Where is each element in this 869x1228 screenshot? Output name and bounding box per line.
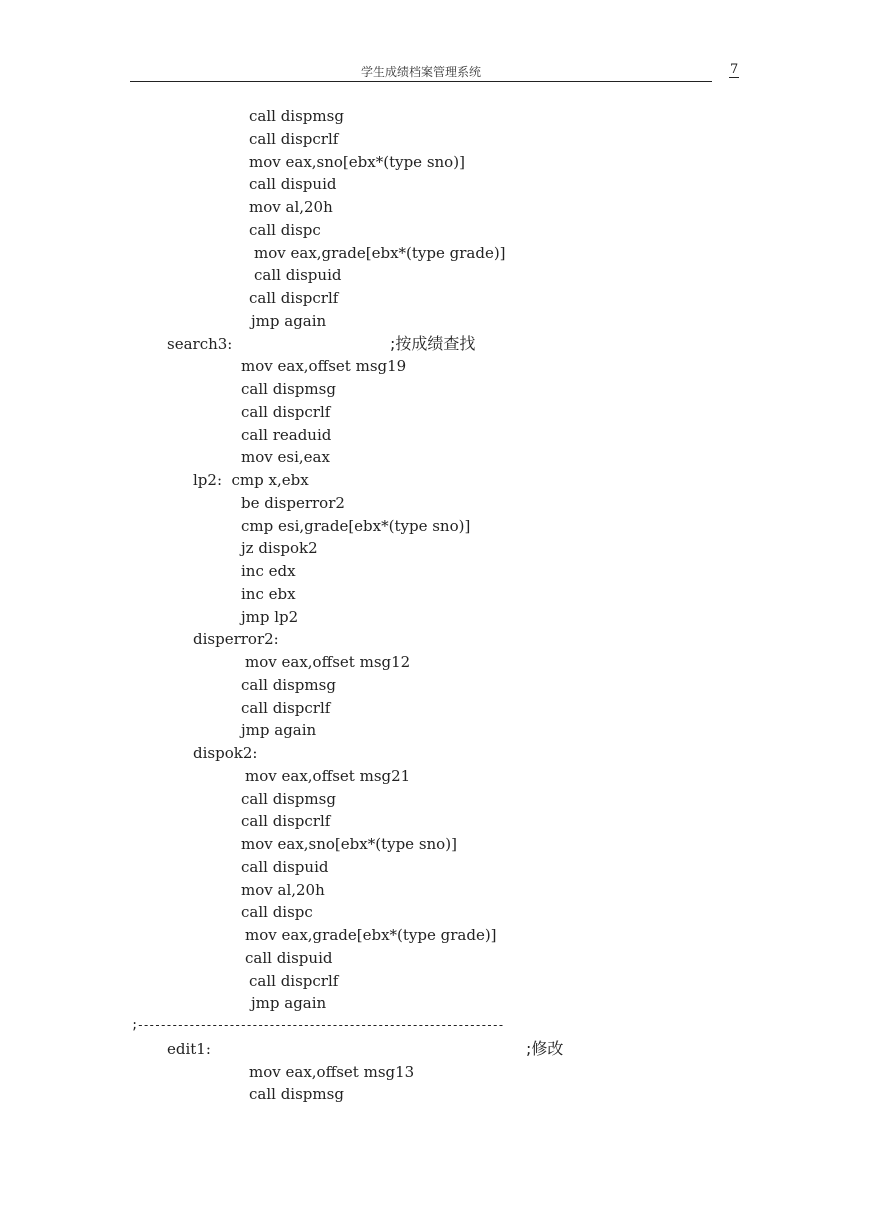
- code-line: call dispuid: [245, 949, 333, 967]
- page-number: 7: [730, 62, 739, 77]
- separator-comment: ;----------------------------------------------------------------: [131, 1018, 504, 1032]
- code-line: mov eax,offset msg12: [245, 653, 411, 671]
- code-line: mov eax,offset msg21: [245, 767, 411, 785]
- code-line: jmp again: [251, 312, 327, 330]
- code-line: call dispcrlf: [241, 403, 331, 421]
- label-dispok2: dispok2:: [193, 744, 258, 762]
- code-line: mov esi,eax: [241, 448, 330, 466]
- code-line: call dispmsg: [249, 107, 344, 125]
- label-edit1: edit1:: [167, 1040, 211, 1058]
- header-rule: [130, 81, 712, 82]
- code-line: jmp again: [251, 994, 327, 1012]
- label-disperror2: disperror2:: [193, 630, 279, 648]
- code-line: mov eax,grade[ebx*(type grade)]: [254, 244, 506, 262]
- label-search3: search3:: [167, 335, 233, 353]
- label-lp2: lp2: cmp x,ebx: [193, 471, 309, 489]
- code-line: mov eax,sno[ebx*(type sno)]: [241, 835, 457, 853]
- code-line: jz dispok2: [241, 539, 318, 557]
- code-line: call dispmsg: [241, 676, 336, 694]
- code-comment: ;修改: [526, 1039, 564, 1058]
- code-line: mov eax,grade[ebx*(type grade)]: [245, 926, 497, 944]
- code-line: call dispcrlf: [249, 289, 339, 307]
- code-line: call dispc: [241, 903, 313, 921]
- code-line: call readuid: [241, 426, 332, 444]
- code-line: mov eax,offset msg13: [249, 1063, 415, 1081]
- code-line: mov eax,sno[ebx*(type sno)]: [249, 153, 465, 171]
- code-line: call dispmsg: [241, 790, 336, 808]
- code-line: jmp again: [241, 721, 317, 739]
- code-line: mov al,20h: [249, 198, 333, 216]
- code-line: inc edx: [241, 562, 296, 580]
- code-line: call dispmsg: [249, 1085, 344, 1103]
- code-line: mov al,20h: [241, 881, 325, 899]
- code-line: call dispuid: [254, 266, 342, 284]
- header-title: 学生成绩档案管理系统: [360, 65, 481, 79]
- code-line: call dispuid: [249, 175, 337, 193]
- code-line: be disperror2: [241, 494, 345, 512]
- code-line: call dispcrlf: [249, 130, 339, 148]
- code-line: cmp esi,grade[ebx*(type sno)]: [241, 517, 471, 535]
- code-line: mov eax,offset msg19: [241, 357, 407, 375]
- code-line: call dispuid: [241, 858, 329, 876]
- code-line: call dispc: [249, 221, 321, 239]
- code-line: call dispcrlf: [241, 699, 331, 717]
- code-comment: ;按成绩查找: [390, 334, 476, 353]
- code-line: call dispcrlf: [249, 972, 339, 990]
- code-line: call dispmsg: [241, 380, 336, 398]
- code-line: call dispcrlf: [241, 812, 331, 830]
- code-line: inc ebx: [241, 585, 296, 603]
- code-line: jmp lp2: [241, 608, 299, 626]
